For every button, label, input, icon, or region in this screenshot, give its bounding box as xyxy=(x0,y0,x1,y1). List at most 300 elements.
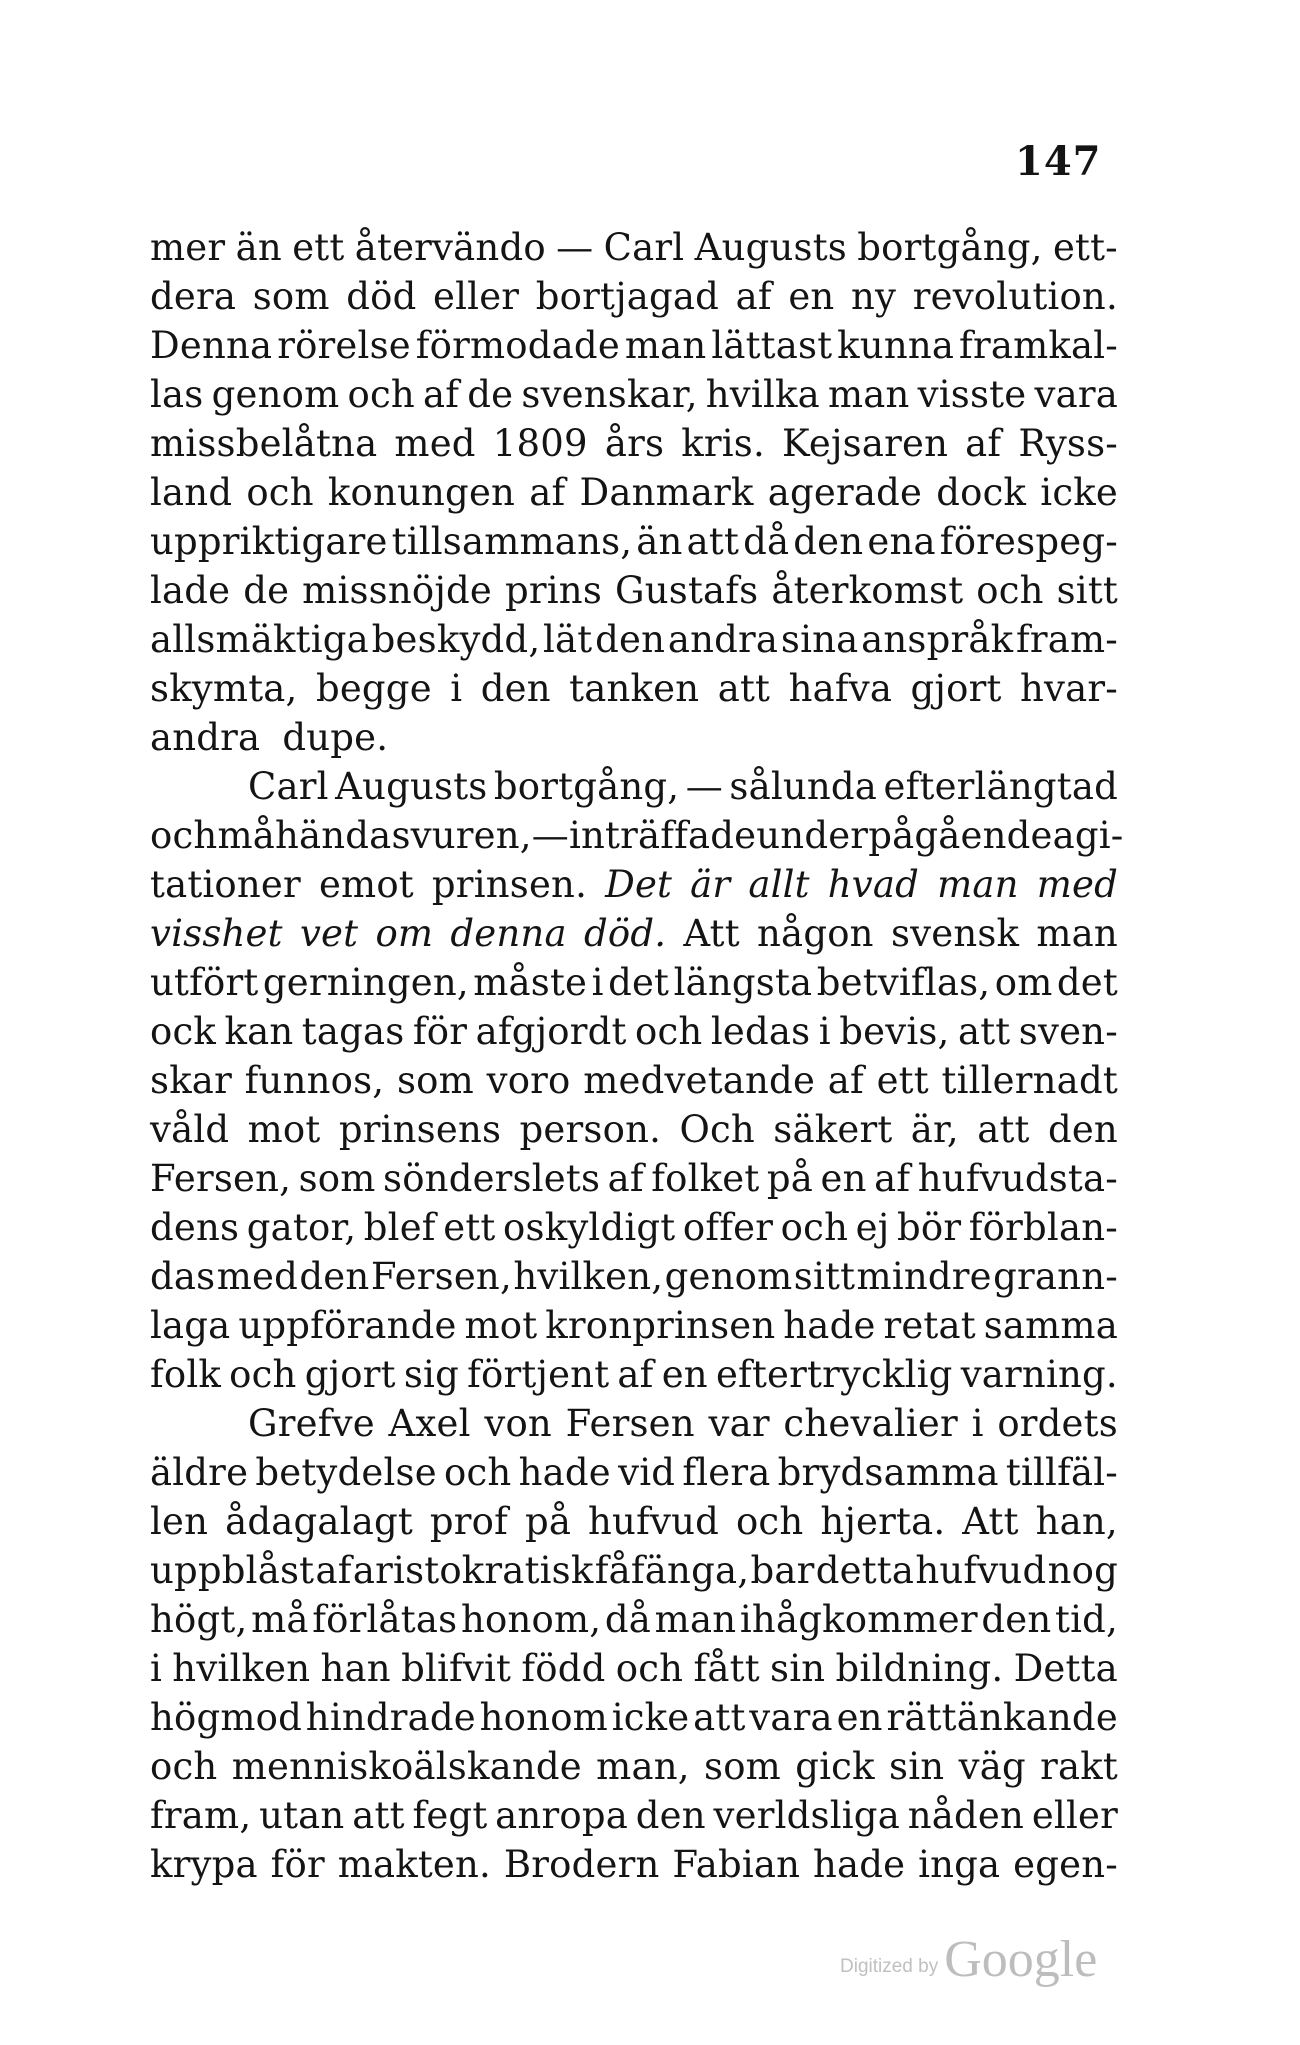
word: inga xyxy=(918,1843,1001,1886)
word: kronprinsen xyxy=(545,1304,776,1347)
word: ny xyxy=(851,275,897,318)
text-line xyxy=(150,1056,1118,1105)
word: och xyxy=(635,1010,703,1053)
word: att xyxy=(717,667,771,710)
word: vara xyxy=(1034,373,1118,416)
word: hade xyxy=(812,1843,906,1886)
word: en xyxy=(661,1353,708,1396)
word: 1809 xyxy=(492,422,588,465)
word: och xyxy=(444,1451,512,1494)
word: en xyxy=(820,1157,867,1200)
word: gjort xyxy=(910,667,1002,710)
word: skar xyxy=(150,1059,232,1102)
word: bevis, xyxy=(839,1010,950,1053)
text-line xyxy=(150,1301,1118,1350)
word: den xyxy=(1047,1108,1118,1151)
watermark-prefix: Digitized by xyxy=(840,1956,939,1977)
word: den xyxy=(299,1255,370,1298)
word: uppförande xyxy=(238,1304,457,1347)
word: måste xyxy=(473,961,588,1004)
word: vid xyxy=(618,1451,676,1494)
word: som xyxy=(396,1059,474,1102)
word: allt xyxy=(748,863,810,906)
word: eller xyxy=(433,275,520,318)
text-line xyxy=(150,272,1118,321)
text-line xyxy=(150,1399,1118,1448)
word: tanken xyxy=(569,667,700,710)
word: revolution. xyxy=(912,275,1118,318)
word: dera xyxy=(150,275,237,318)
word: Gustafs xyxy=(614,569,759,612)
word: högmod xyxy=(150,1696,303,1739)
word: Carl xyxy=(603,226,685,269)
word: Denna xyxy=(150,324,273,367)
word: på xyxy=(766,1157,814,1200)
word: man xyxy=(937,863,1019,906)
word: må xyxy=(251,1598,309,1641)
word: var xyxy=(708,1402,770,1445)
word: brydsamma xyxy=(777,1451,999,1494)
word: mot xyxy=(464,1304,538,1347)
word: hvilken xyxy=(172,1647,311,1690)
word: bildning. xyxy=(835,1647,1004,1690)
text-line xyxy=(150,1644,1118,1693)
word: anropa xyxy=(495,1794,628,1837)
word: varning. xyxy=(960,1353,1118,1396)
word: honom xyxy=(479,1696,608,1739)
word: ledas xyxy=(710,1010,811,1053)
word: vet xyxy=(299,912,359,955)
word: gick xyxy=(795,1745,875,1788)
text-line xyxy=(150,517,1118,566)
word: Fersen, xyxy=(150,1157,292,1200)
word: i xyxy=(450,667,463,710)
word: mer xyxy=(150,226,226,269)
word: vara xyxy=(749,1696,833,1739)
word: våld xyxy=(150,1108,230,1151)
word: fåfänga, xyxy=(594,1549,750,1592)
word: som xyxy=(704,1745,781,1788)
word: förespeg- xyxy=(939,520,1118,563)
word: och xyxy=(246,471,314,514)
word: och xyxy=(150,814,218,857)
word: medvetande xyxy=(583,1059,816,1102)
word: med xyxy=(1036,863,1118,906)
word: afgjordt xyxy=(475,1010,627,1053)
word: menniskoälskande xyxy=(231,1745,582,1788)
word: skymta, xyxy=(150,667,298,710)
word: bar xyxy=(750,1549,815,1592)
word: person. xyxy=(519,1108,662,1151)
word: års xyxy=(604,422,665,465)
word: rörelse xyxy=(277,324,411,367)
word: mot xyxy=(247,1108,321,1151)
word: kan xyxy=(224,1010,294,1053)
word: hvad xyxy=(827,863,920,906)
word: än xyxy=(636,520,683,563)
word: betviflas, xyxy=(816,961,991,1004)
word: måhända xyxy=(217,814,392,857)
word: af xyxy=(423,373,460,416)
word: dens xyxy=(150,1206,240,1249)
text-line xyxy=(150,1791,1118,1840)
word: att xyxy=(977,1108,1030,1151)
word: återvändo xyxy=(354,226,546,269)
word: flera xyxy=(682,1451,771,1494)
word: prof xyxy=(429,1500,508,1543)
word: missnöjde xyxy=(302,569,493,612)
text-line xyxy=(150,958,1118,1007)
word: — xyxy=(531,814,569,857)
word: andra xyxy=(667,618,779,661)
word: nåden xyxy=(907,1794,1025,1837)
word: bortgång, xyxy=(493,765,680,808)
word: Fabian xyxy=(672,1843,801,1886)
word: en xyxy=(788,275,835,318)
word: blifvit xyxy=(401,1647,512,1690)
word: oskyldigt xyxy=(503,1206,676,1249)
text-line xyxy=(150,370,1118,419)
text-line xyxy=(150,223,1118,272)
word: i xyxy=(818,1010,831,1053)
text-line xyxy=(150,566,1118,615)
word: betydelse xyxy=(255,1451,437,1494)
word: med xyxy=(216,1255,299,1298)
word: Danmark xyxy=(579,471,754,514)
word: gator, xyxy=(246,1206,357,1249)
text-line xyxy=(150,1693,1118,1742)
word: af xyxy=(315,1549,352,1592)
word: svensk xyxy=(890,912,1020,955)
word: prinsens xyxy=(338,1108,502,1151)
word: agerade xyxy=(767,471,923,514)
page-number: 147 xyxy=(1015,138,1102,185)
word: andra xyxy=(150,716,261,759)
word: framkal- xyxy=(959,324,1118,367)
word: och xyxy=(347,373,415,416)
word: ordets xyxy=(997,1402,1118,1445)
word: kunna xyxy=(837,324,955,367)
word: laga xyxy=(150,1304,231,1347)
word: rättänkande xyxy=(886,1696,1118,1739)
word: man xyxy=(1036,912,1118,955)
word: Axel xyxy=(388,1402,471,1445)
word: hvilken, xyxy=(513,1255,664,1298)
text-line xyxy=(150,419,1118,468)
word: då xyxy=(743,520,790,563)
word: tationer xyxy=(150,863,301,906)
word: von xyxy=(484,1402,552,1445)
google-logo: Google xyxy=(944,1931,1098,1988)
word: detta xyxy=(815,1549,915,1592)
word: att xyxy=(352,1794,405,1837)
word: död. xyxy=(583,912,667,955)
word: — xyxy=(685,765,723,808)
word: tagas xyxy=(301,1010,405,1053)
word: Augusts xyxy=(335,765,488,808)
word: grann- xyxy=(993,1255,1118,1298)
word: förtjent xyxy=(467,1353,610,1396)
word: och xyxy=(735,1500,804,1543)
word: makten. xyxy=(337,1843,492,1886)
word: gjort xyxy=(304,1353,396,1396)
word: Carl xyxy=(248,765,329,808)
word: das xyxy=(150,1255,216,1298)
word: visste xyxy=(917,373,1027,416)
word: förmodade xyxy=(415,324,620,367)
word: — xyxy=(556,226,594,269)
word: om xyxy=(375,912,434,955)
word: det xyxy=(608,961,670,1004)
text-line xyxy=(150,1546,1118,1595)
word: under xyxy=(756,814,869,857)
word: dupe. xyxy=(282,716,389,759)
text-line xyxy=(150,664,1118,713)
word: och xyxy=(615,1647,684,1690)
word: aristokratisk xyxy=(352,1549,594,1592)
word: om xyxy=(994,961,1053,1004)
word: verldsliga xyxy=(713,1794,900,1837)
word: blef xyxy=(363,1206,436,1249)
word: folket xyxy=(651,1157,760,1200)
word: af xyxy=(874,1157,911,1200)
word: sitt xyxy=(793,1255,856,1298)
word: svenskar, xyxy=(521,373,698,416)
word: tid, xyxy=(1055,1598,1118,1641)
word: prins xyxy=(504,569,603,612)
word: den xyxy=(635,1794,706,1837)
word: ett xyxy=(292,226,345,269)
word: den xyxy=(981,1598,1052,1641)
word: uppriktigare xyxy=(150,520,388,563)
word: fått xyxy=(693,1647,760,1690)
word: beskydd, xyxy=(371,618,541,661)
word: allsmäktiga xyxy=(150,618,369,661)
word: en xyxy=(836,1696,883,1739)
word: bortjagad xyxy=(535,275,720,318)
word: efterlängtad xyxy=(883,765,1118,808)
word: den xyxy=(595,618,666,661)
text-line xyxy=(150,1595,1118,1644)
word: kris. xyxy=(681,422,765,465)
word: Augusts xyxy=(694,226,847,269)
word: honom, xyxy=(460,1598,602,1641)
word: af xyxy=(607,1157,644,1200)
word: att xyxy=(957,1010,1011,1053)
body-text xyxy=(150,223,1124,1889)
word: af xyxy=(529,471,566,514)
text-line xyxy=(150,1105,1118,1154)
word: hade xyxy=(518,1451,611,1494)
word: Detta xyxy=(1013,1647,1118,1690)
word: död xyxy=(346,275,417,318)
word: af xyxy=(965,422,1002,465)
word: retat xyxy=(883,1304,976,1347)
word: funnos, xyxy=(244,1059,385,1102)
word: och xyxy=(150,1745,218,1788)
word: begge xyxy=(315,667,432,710)
word: offer xyxy=(682,1206,774,1249)
word: äldre xyxy=(150,1451,249,1494)
word: ock xyxy=(150,1010,217,1053)
word: än xyxy=(235,226,282,269)
word: lät xyxy=(543,618,593,661)
word: förblan- xyxy=(968,1206,1118,1249)
word: Att xyxy=(683,912,740,955)
word: är, xyxy=(910,1108,959,1151)
digitized-watermark xyxy=(840,1928,1097,1988)
word: man, xyxy=(596,1745,690,1788)
word: den xyxy=(480,667,551,710)
word: ett xyxy=(876,1059,929,1102)
word: voro xyxy=(486,1059,571,1102)
word: sin xyxy=(770,1647,826,1690)
text-line xyxy=(150,1350,1118,1399)
text-line xyxy=(150,762,1118,811)
word: hufvudsta- xyxy=(917,1157,1118,1200)
word: eller xyxy=(1031,1794,1118,1837)
word: längsta xyxy=(673,961,813,1004)
word: tillfäl- xyxy=(1005,1451,1118,1494)
word: Det xyxy=(605,863,673,906)
word: missbelåtna xyxy=(150,422,378,465)
text-line xyxy=(150,1203,1118,1252)
word: denna xyxy=(450,912,567,955)
word: dock xyxy=(936,471,1027,514)
word: han xyxy=(320,1647,391,1690)
word: egen- xyxy=(1013,1843,1118,1886)
word: tillsammans, xyxy=(391,520,633,563)
word: sig xyxy=(403,1353,459,1396)
word: sålunda xyxy=(729,765,878,808)
word: ej xyxy=(855,1206,890,1249)
word: hindrade xyxy=(305,1696,476,1739)
word: de xyxy=(243,569,290,612)
text-line xyxy=(150,1007,1118,1056)
word: visshet xyxy=(150,912,283,955)
word: prinsen. xyxy=(431,863,588,906)
word: agi- xyxy=(1052,814,1124,857)
word: ett- xyxy=(1052,226,1118,269)
text-line xyxy=(150,468,1118,517)
word: återkomst xyxy=(771,569,964,612)
word: sina xyxy=(780,618,859,661)
word: af xyxy=(827,1059,864,1102)
word: Fersen xyxy=(565,1402,695,1445)
word: född xyxy=(521,1647,606,1690)
word: och xyxy=(780,1206,849,1249)
word: af xyxy=(617,1353,654,1396)
text-line xyxy=(150,1840,1118,1889)
word: hufvud xyxy=(915,1549,1047,1592)
word: hvilka xyxy=(705,373,820,416)
word: hafva xyxy=(788,667,893,710)
word: med xyxy=(394,422,476,465)
word: och xyxy=(976,569,1044,612)
word: ett xyxy=(443,1206,496,1249)
word: konungen xyxy=(327,471,516,514)
word: han, xyxy=(1035,1500,1118,1543)
word: i xyxy=(971,1402,984,1445)
word: någon xyxy=(757,912,874,955)
word: genom xyxy=(211,373,340,416)
word: svuren, xyxy=(391,814,532,857)
word: på xyxy=(524,1500,572,1543)
word: och xyxy=(229,1353,297,1396)
word: hade xyxy=(783,1304,876,1347)
word: inträffade xyxy=(568,814,757,857)
word: utfört xyxy=(150,961,259,1004)
text-line xyxy=(150,615,1118,664)
word: den xyxy=(793,520,864,563)
text-line xyxy=(150,1252,1118,1301)
word: utan xyxy=(259,1794,345,1837)
word: Grefve xyxy=(248,1402,375,1445)
word: Och xyxy=(679,1108,755,1151)
word: anspråk xyxy=(861,618,1014,661)
word: rakt xyxy=(1040,1745,1118,1788)
word: bör xyxy=(896,1206,962,1249)
word: i xyxy=(591,961,604,1004)
text-line xyxy=(150,1742,1118,1791)
word: sin xyxy=(889,1745,945,1788)
word: ena xyxy=(867,520,936,563)
word: sven- xyxy=(1018,1010,1118,1053)
word: att xyxy=(686,520,740,563)
word: land xyxy=(150,471,233,514)
text-line xyxy=(150,811,1124,860)
word: gerningen, xyxy=(262,961,469,1004)
word: man xyxy=(624,324,707,367)
word: hvar- xyxy=(1019,667,1118,710)
word: som xyxy=(298,1157,376,1200)
word: len xyxy=(150,1500,209,1543)
word: Ryss- xyxy=(1018,422,1118,465)
word: fram, xyxy=(150,1794,252,1837)
word: förlåtas xyxy=(312,1598,458,1641)
word: folk xyxy=(150,1353,222,1396)
word: för xyxy=(412,1010,468,1053)
word: pågående xyxy=(868,814,1053,857)
word: sitt xyxy=(1056,569,1118,612)
word: då xyxy=(604,1598,652,1641)
word: man xyxy=(654,1598,737,1641)
text-line xyxy=(150,1497,1118,1546)
word: af xyxy=(735,275,772,318)
text-line xyxy=(150,321,1118,370)
text-line xyxy=(150,1448,1118,1497)
word: samma xyxy=(983,1304,1118,1347)
word: väg xyxy=(958,1745,1026,1788)
text-line xyxy=(150,1154,1118,1203)
word: som xyxy=(252,275,330,318)
word: mindre xyxy=(856,1255,992,1298)
word: högt, xyxy=(150,1598,248,1641)
word: uppblåst xyxy=(150,1549,315,1592)
word: genom xyxy=(664,1255,793,1298)
word: bortgång, xyxy=(857,226,1043,269)
word: ihågkommer xyxy=(739,1598,978,1641)
word: fegt xyxy=(412,1794,488,1837)
word: i xyxy=(150,1647,163,1690)
word: säkert xyxy=(773,1108,893,1151)
word: är xyxy=(690,863,731,906)
word: de xyxy=(467,373,514,416)
word: Fersen, xyxy=(370,1255,512,1298)
word: det xyxy=(1056,961,1118,1004)
text-line xyxy=(150,860,1118,909)
word: sönderslets xyxy=(383,1157,601,1200)
